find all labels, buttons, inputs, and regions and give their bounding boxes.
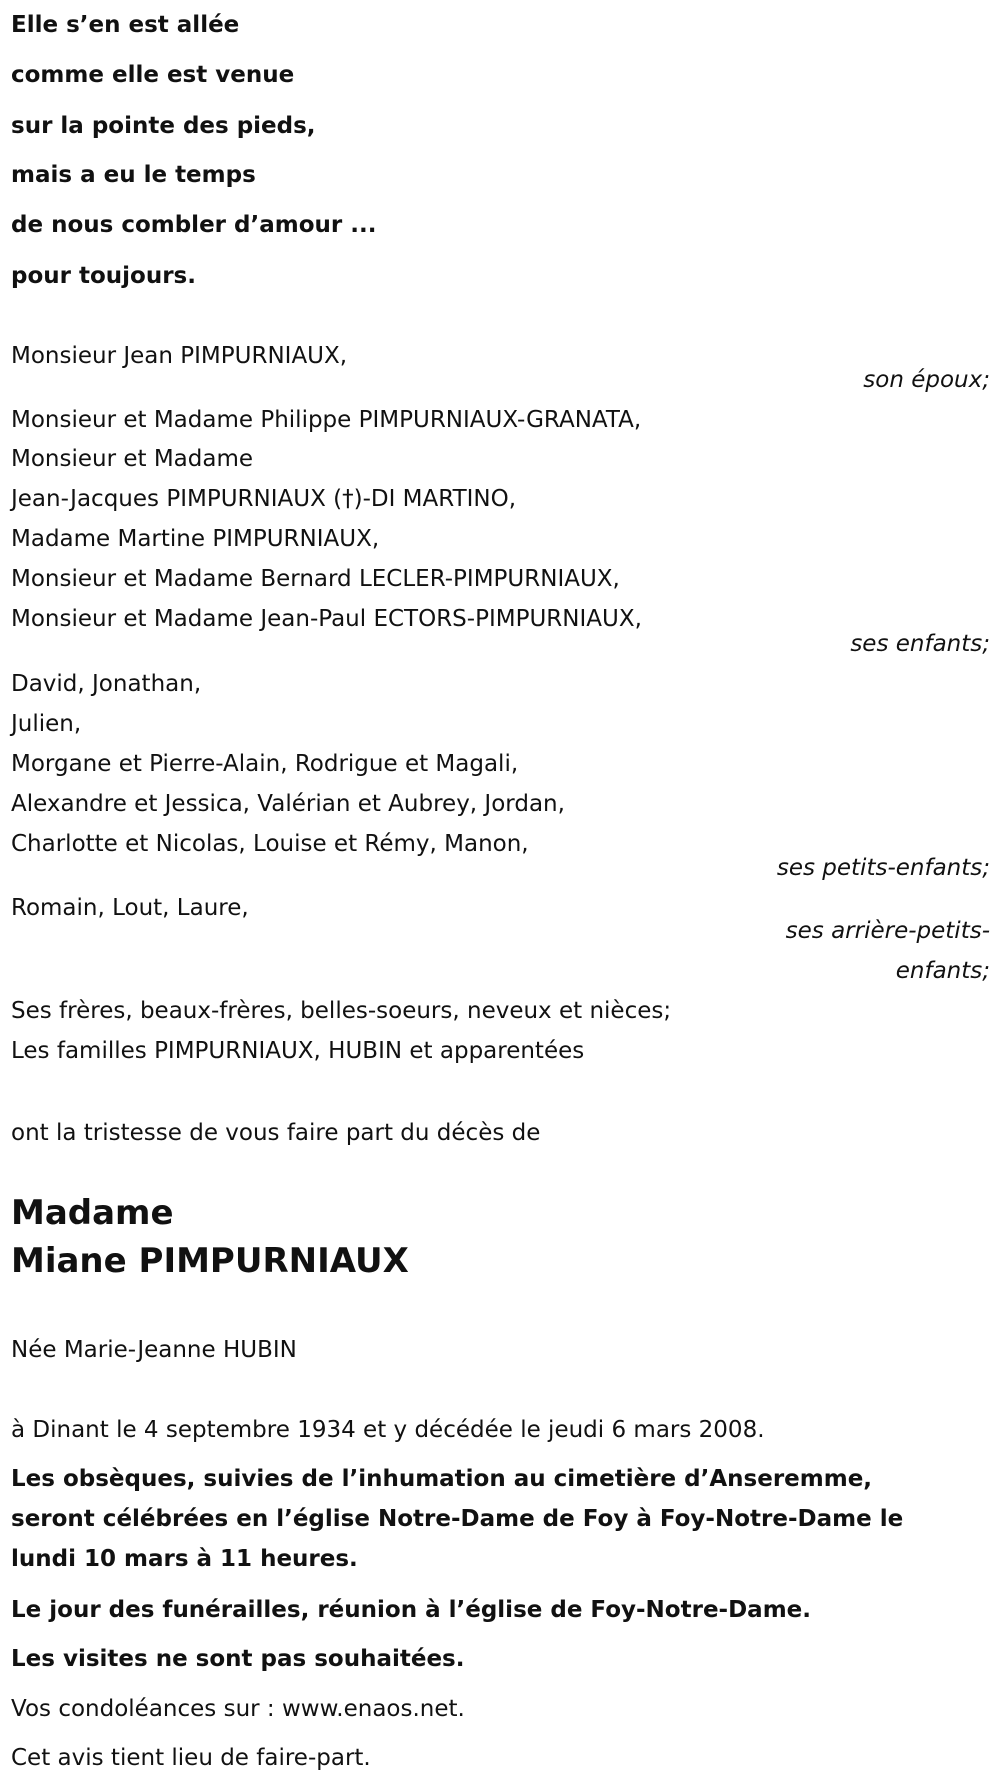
great-grandchildren-role: enfants; [895, 958, 990, 984]
child-line: Jean-Jacques PIMPURNIAUX (†)-DI MARTINO, [11, 486, 517, 512]
deceased-title: Madame [11, 1193, 174, 1233]
great-grandchild-line: Romain, Lout, Laure, [11, 895, 249, 921]
family-line: Ses frères, beaux-frères, belles-soeurs, neveux et nièces; [11, 998, 672, 1024]
poem-line: pour toujours. [11, 263, 196, 289]
notice: Cet avis tient lieu de faire-part. [11, 1745, 371, 1771]
grandchildren-role: ses petits-enfants; [776, 855, 990, 881]
poem-line: de nous combler d’amour ... [11, 212, 377, 238]
child-line: Monsieur et Madame Jean-Paul ECTORS-PIMPURNIAUX, [11, 606, 642, 632]
child-line: Monsieur et Madame Philippe PIMPURNIAUX-GRANATA, [11, 407, 642, 433]
gathering: Le jour des funérailles, réunion à l’église de Foy-Notre-Dame. [11, 1597, 812, 1623]
child-line: Monsieur et Madame Bernard LECLER-PIMPURNIAUX, [11, 566, 620, 592]
grandchild-line: David, Jonathan, [11, 671, 202, 697]
grandchild-line: Charlotte et Nicolas, Louise et Rémy, Manon, [11, 831, 529, 857]
poem-line: sur la pointe des pieds, [11, 113, 316, 139]
spouse-name: Monsieur Jean PIMPURNIAUX, [11, 343, 348, 369]
spouse-role: son époux; [863, 367, 990, 393]
deceased-name: Miane PIMPURNIAUX [11, 1241, 409, 1281]
condolences: Vos condoléances sur : www.enaos.net. [11, 1696, 465, 1722]
child-line: Monsieur et Madame [11, 446, 254, 472]
great-grandchildren-role: ses arrière-petits- [785, 918, 990, 944]
grandchild-line: Morgane et Pierre-Alain, Rodrigue et Magali, [11, 751, 519, 777]
dates: à Dinant le 4 septembre 1934 et y décédée le jeudi 6 mars 2008. [11, 1417, 765, 1443]
poem-line: comme elle est venue [11, 62, 295, 88]
funeral-line: Les obsèques, suivies de l’inhumation au cimetière d’Anseremme, [11, 1466, 873, 1492]
poem-line: mais a eu le temps [11, 162, 256, 188]
grandchild-line: Julien, [11, 711, 82, 737]
announcement: ont la tristesse de vous faire part du décès de [11, 1120, 541, 1146]
visits: Les visites ne sont pas souhaitées. [11, 1646, 465, 1672]
born-name: Née Marie-Jeanne HUBIN [11, 1337, 297, 1363]
poem-line: Elle s’en est allée [11, 12, 240, 38]
funeral-line: lundi 10 mars à 11 heures. [11, 1546, 358, 1572]
funeral-line: seront célébrées en l’église Notre-Dame de Foy à Foy-Notre-Dame le [11, 1506, 904, 1532]
child-line: Madame Martine PIMPURNIAUX, [11, 526, 380, 552]
family-line: Les familles PIMPURNIAUX, HUBIN et apparentées [11, 1038, 585, 1064]
grandchild-line: Alexandre et Jessica, Valérian et Aubrey, Jordan, [11, 791, 565, 817]
children-role: ses enfants; [850, 631, 990, 657]
